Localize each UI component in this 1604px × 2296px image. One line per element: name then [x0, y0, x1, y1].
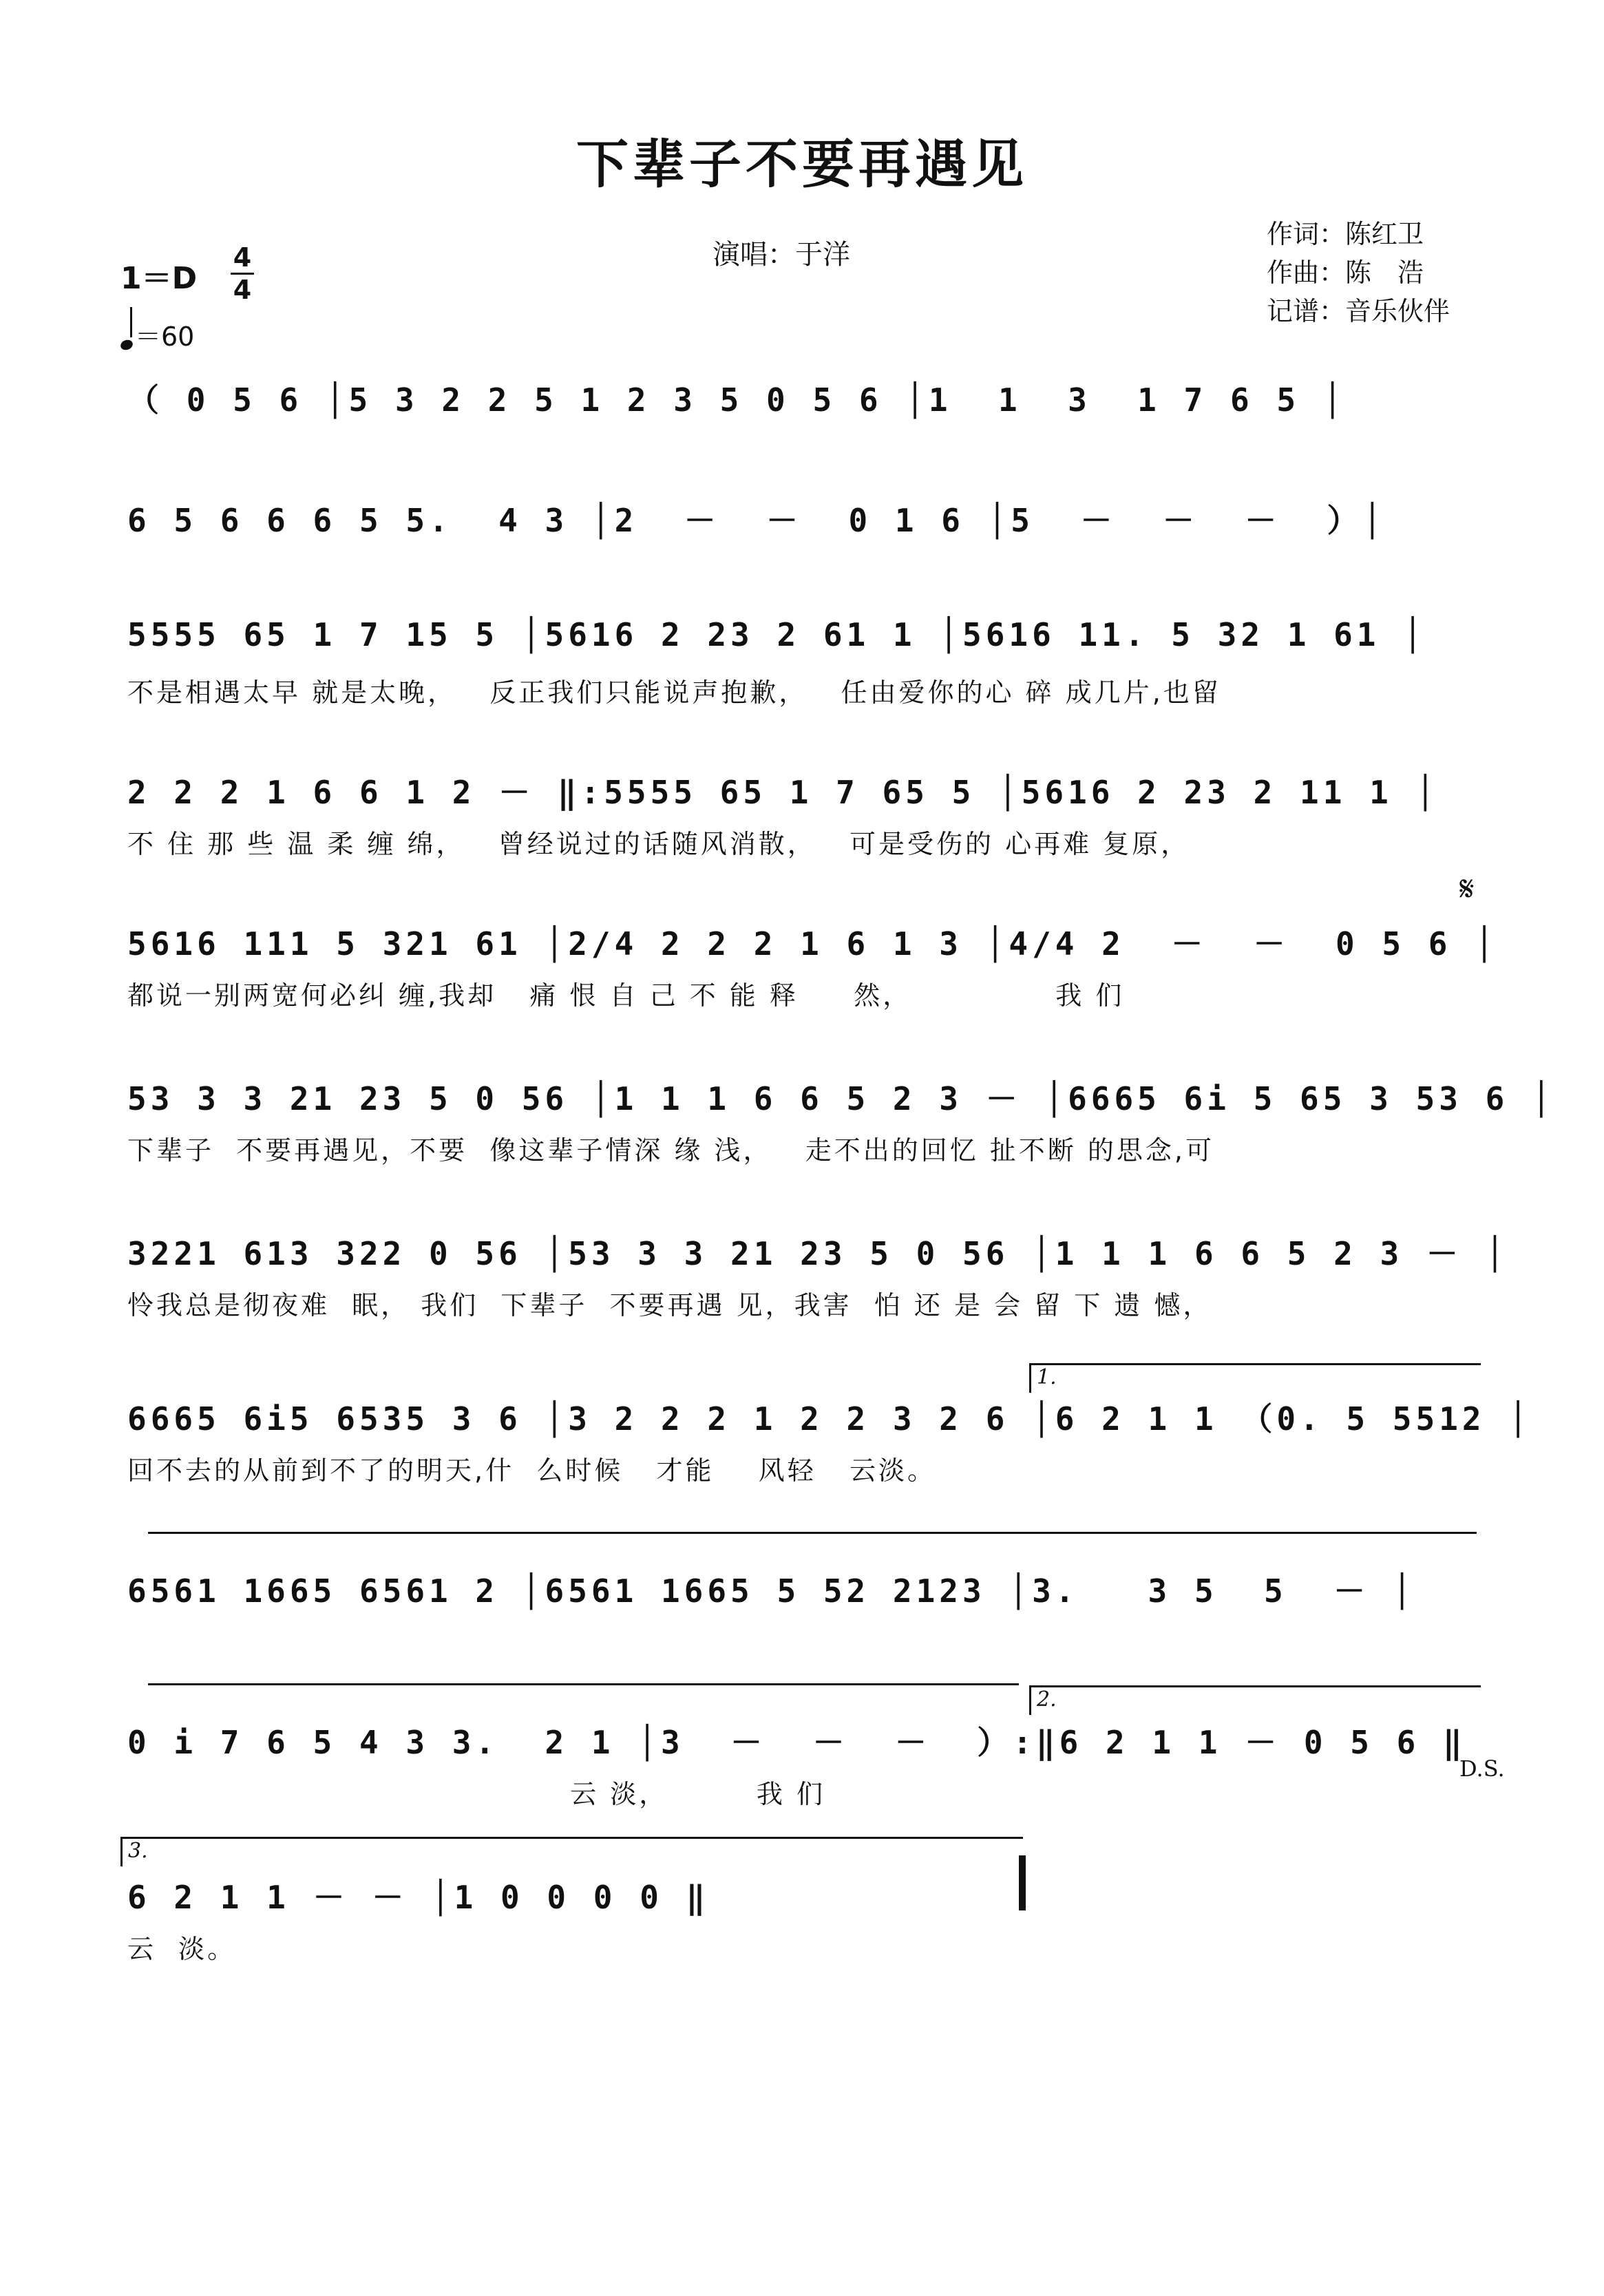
- score-row: [127, 1566, 1487, 1670]
- notes-line: 6561 1665 6561 2 │6561 1665 5 52 2123 │3. 3 5 5 － │: [127, 1572, 1416, 1610]
- notes-line: （ 0 5 6 │5 3 2 2 5 1 2 3 5 0 5 6 │1 1 3 1 7 6 5 │: [127, 381, 1347, 419]
- divider-line: [148, 1683, 1019, 1685]
- lyrics-line: 都说一别两宽何必纠 缠,我却 痛 恨 自 己 不 能 释 然， 我 们: [127, 980, 1125, 1011]
- volta-bracket-2: 2.: [1029, 1685, 1481, 1715]
- score-row: [127, 1229, 1509, 1332]
- quarter-note-icon: [119, 338, 134, 351]
- score-row: [127, 919, 1498, 1022]
- notes-line: 2 2 2 1 6 6 1 2 － ‖:5555 65 1 7 65 5 │5616 2 23 2 11 1 │: [127, 774, 1439, 811]
- key-signature: 1＝D: [120, 261, 198, 296]
- meter-bottom: 4: [233, 275, 252, 305]
- volta-bracket-3: 3.: [120, 1837, 1023, 1866]
- ds-marking: D.S.: [1459, 1756, 1505, 1782]
- composer-credit: 作曲：陈 浩: [1267, 257, 1424, 288]
- tempo-marking: [120, 315, 194, 353]
- meter-top: 4: [233, 242, 252, 273]
- lyrics-line: 不是相遇太早 就是太晚， 反正我们只能说声抱歉， 任由爱你的心 碎 成几片,也留: [127, 677, 1221, 708]
- notes-line: 6 2 1 1 － － │1 0 0 0 0 ‖: [127, 1879, 710, 1916]
- credits-block: [1267, 215, 1450, 330]
- score-row: [127, 375, 1487, 478]
- singer-credit: 演唱：于洋: [713, 239, 850, 271]
- lyrics-line: 怜我总是彻夜难 眠， 我们 下辈子 不要再遇 见，我害 怕 还 是 会 留 下 遗 憾，: [127, 1290, 1212, 1320]
- score-row: [127, 1873, 1487, 1976]
- notes-line: 5616 111 5 321 61 │2/4 2 2 2 1 6 1 3 │4/4 2 － － 0 5 6 │: [127, 925, 1498, 962]
- lyrics-line: 下辈子 不要再遇见，不要 像这辈子情深 缘 浅， 走不出的回忆 扯不断 的思念,可: [127, 1135, 1214, 1166]
- score-row: [127, 1074, 1555, 1177]
- notes-line: 0 i 7 6 5 4 3 3. 2 1 │3 － － － ）:‖6 2 1 1 － 0 5 6 ‖: [127, 1724, 1466, 1761]
- note-stem: [130, 307, 132, 337]
- lyrics-line: 云 淡。: [127, 1934, 237, 1964]
- volta-bracket-1: 1.: [1029, 1363, 1481, 1393]
- song-title: 下辈子不要再遇见: [576, 134, 1028, 195]
- lyrics-line: 不 住 那 些 温 柔 缠 绵， 曾经说过的话随风消散， 可是受伤的 心再难 复原，: [127, 829, 1190, 859]
- score-row: [127, 1718, 1487, 1821]
- transcriber-credit: 记谱：音乐伙伴: [1267, 296, 1450, 326]
- tempo-value: ＝60: [135, 322, 195, 352]
- lyrics-line: 回不去的从前到不了的明天,什 么时候 才能 风轻 云淡。: [127, 1455, 937, 1486]
- final-barline: [1019, 1855, 1026, 1910]
- notes-line: 6665 6i5 6535 3 6 │3 2 2 2 1 2 2 3 2 6 │6 2 1 1 （0. 5 5512 │: [127, 1400, 1532, 1437]
- lyrics-line: 云 淡， 我 们: [127, 1779, 825, 1809]
- score-row: [127, 496, 1487, 599]
- score-row: [127, 768, 1487, 871]
- notes-line: 53 3 3 21 23 5 0 56 │1 1 1 6 6 5 2 3 － │6665 6i 5 65 3 53 6 │: [127, 1080, 1555, 1117]
- divider-line: [148, 1532, 1477, 1534]
- score-row: [127, 1394, 1532, 1497]
- notes-line: 3221 613 322 0 56 │53 3 3 21 23 5 0 56 │1 1 1 6 6 5 2 3 － │: [127, 1235, 1509, 1272]
- notes-line: 6 5 6 6 6 5 5. 4 3 │2 － － 0 1 6 │5 － － － ）│: [127, 502, 1386, 539]
- notes-line: 5555 65 1 7 15 5 │5616 2 23 2 61 1 │5616 11. 5 32 1 61 │: [127, 616, 1426, 653]
- lyricist-credit: 作词：陈红卫: [1267, 219, 1424, 249]
- score-row: [127, 616, 1487, 719]
- segno-icon: 𝄋: [1459, 869, 1475, 909]
- time-signature: [231, 242, 254, 305]
